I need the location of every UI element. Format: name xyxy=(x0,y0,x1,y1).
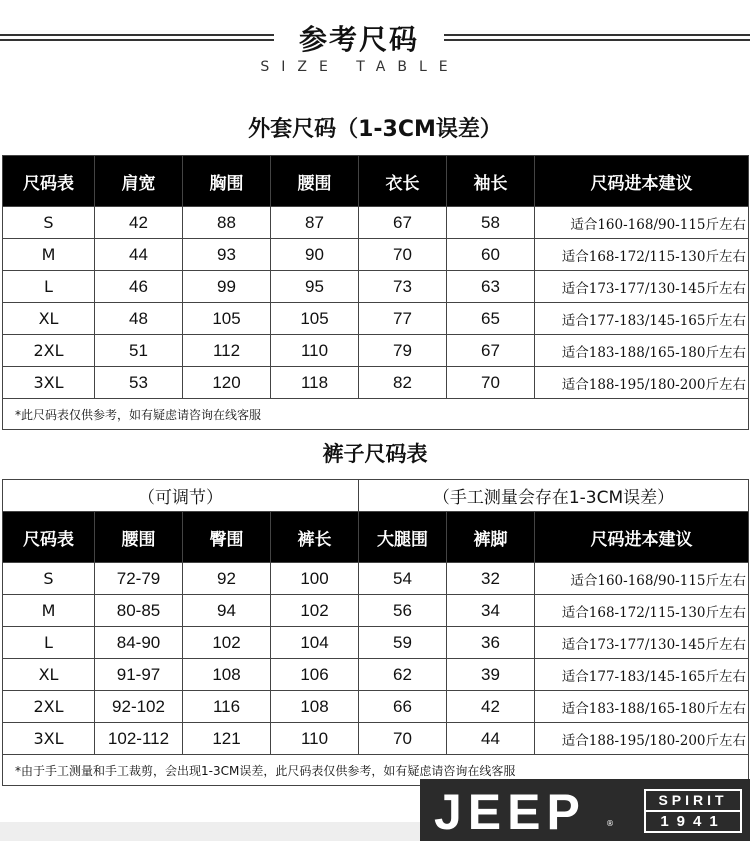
measurement-cell: 70 xyxy=(359,723,447,755)
jeep-spirit-logo xyxy=(420,779,750,841)
pants-group-row xyxy=(3,480,749,512)
jacket-size-table xyxy=(2,155,749,430)
page-subtitle: SIZE TABLE xyxy=(260,59,460,75)
measurement-cell: 42 xyxy=(95,207,183,239)
pants-note: *由于手工测量和手工裁剪，会出现1-3CM误差，此尺码表仅供参考，如有疑虑请咨询在线客服 xyxy=(3,755,749,786)
measurement-cell: 121 xyxy=(183,723,271,755)
measurement-cell: 93 xyxy=(183,239,271,271)
measurement-cell: 120 xyxy=(183,367,271,399)
measurement-cell: 44 xyxy=(447,723,535,755)
measurement-cell: 116 xyxy=(183,691,271,723)
measurement-cell: 105 xyxy=(271,303,359,335)
header-rule-left xyxy=(0,34,274,41)
header-rule-right xyxy=(444,34,750,41)
col-header-leg-opening: 裤脚 xyxy=(447,512,535,563)
measurement-cell: 94 xyxy=(183,595,271,627)
col-header-waist: 腰围 xyxy=(271,156,359,207)
col-header-recommendation: 尺码进本建议 xyxy=(535,512,749,563)
measurement-cell: 108 xyxy=(183,659,271,691)
jacket-size-row xyxy=(3,239,749,271)
size-cell: S xyxy=(3,207,95,239)
col-header-hip: 臀围 xyxy=(183,512,271,563)
jacket-note: *此尺码表仅供参考，如有疑虑请咨询在线客服 xyxy=(3,399,749,430)
logo-registered-mark: ® xyxy=(606,819,614,828)
measurement-cell: 91-97 xyxy=(95,659,183,691)
jacket-note-row xyxy=(3,399,749,430)
measurement-cell: 60 xyxy=(447,239,535,271)
measurement-cell: 84-90 xyxy=(95,627,183,659)
jacket-size-row xyxy=(3,303,749,335)
page-title: 参考尺码 xyxy=(298,23,419,56)
pants-size-row xyxy=(3,595,749,627)
measurement-cell: 48 xyxy=(95,303,183,335)
size-cell: 3XL xyxy=(3,367,95,399)
pants-size-table xyxy=(2,479,749,786)
measurement-cell: 118 xyxy=(271,367,359,399)
recommendation-cell: 适合173-177/130-145斤左右 xyxy=(535,271,749,303)
measurement-cell: 110 xyxy=(271,335,359,367)
recommendation-cell: 适合188-195/180-200斤左右 xyxy=(535,367,749,399)
measurement-cell: 90 xyxy=(271,239,359,271)
pants-header-row xyxy=(3,512,749,563)
size-cell: M xyxy=(3,595,95,627)
measurement-cell: 62 xyxy=(359,659,447,691)
jacket-size-row xyxy=(3,271,749,303)
pants-section-title: 裤子尺码表 xyxy=(322,442,428,466)
measurement-cell: 42 xyxy=(447,691,535,723)
measurement-cell: 66 xyxy=(359,691,447,723)
pants-size-row xyxy=(3,723,749,755)
pants-group-adjustable: （可调节） xyxy=(3,480,359,512)
measurement-cell: 67 xyxy=(359,207,447,239)
measurement-cell: 82 xyxy=(359,367,447,399)
col-header-size: 尺码表 xyxy=(3,512,95,563)
col-header-chest: 胸围 xyxy=(183,156,271,207)
col-header-shoulder: 肩宽 xyxy=(95,156,183,207)
recommendation-cell: 适合173-177/130-145斤左右 xyxy=(535,627,749,659)
col-header-recommendation: 尺码进本建议 xyxy=(535,156,749,207)
col-header-size: 尺码表 xyxy=(3,156,95,207)
logo-spirit-box xyxy=(644,789,742,833)
measurement-cell: 95 xyxy=(271,271,359,303)
recommendation-cell: 适合177-183/145-165斤左右 xyxy=(535,659,749,691)
size-cell: 3XL xyxy=(3,723,95,755)
measurement-cell: 102 xyxy=(183,627,271,659)
pants-size-row xyxy=(3,691,749,723)
recommendation-cell: 适合160-168/90-115斤左右 xyxy=(535,563,749,595)
measurement-cell: 54 xyxy=(359,563,447,595)
measurement-cell: 73 xyxy=(359,271,447,303)
recommendation-cell: 适合183-188/165-180斤左右 xyxy=(535,335,749,367)
measurement-cell: 70 xyxy=(359,239,447,271)
measurement-cell: 104 xyxy=(271,627,359,659)
logo-brand: JEEP xyxy=(434,784,586,840)
recommendation-cell: 适合183-188/165-180斤左右 xyxy=(535,691,749,723)
size-cell: XL xyxy=(3,659,95,691)
jacket-section-title: 外套尺码（1-3CM误差） xyxy=(248,117,502,142)
col-header-waist: 腰围 xyxy=(95,512,183,563)
recommendation-cell: 适合168-172/115-130斤左右 xyxy=(535,239,749,271)
measurement-cell: 70 xyxy=(447,367,535,399)
measurement-cell: 67 xyxy=(447,335,535,367)
measurement-cell: 59 xyxy=(359,627,447,659)
col-header-thigh: 大腿围 xyxy=(359,512,447,563)
measurement-cell: 77 xyxy=(359,303,447,335)
measurement-cell: 79 xyxy=(359,335,447,367)
col-header-sleeve: 袖长 xyxy=(447,156,535,207)
measurement-cell: 72-79 xyxy=(95,563,183,595)
col-header-pants-length: 裤长 xyxy=(271,512,359,563)
jacket-header-row xyxy=(3,156,749,207)
logo-spirit: SPIRIT xyxy=(658,792,728,808)
measurement-cell: 92-102 xyxy=(95,691,183,723)
measurement-cell: 63 xyxy=(447,271,535,303)
measurement-cell: 100 xyxy=(271,563,359,595)
logo-divider xyxy=(646,810,740,812)
bottom-strip xyxy=(0,822,420,841)
pants-size-row xyxy=(3,627,749,659)
measurement-cell: 92 xyxy=(183,563,271,595)
measurement-cell: 34 xyxy=(447,595,535,627)
measurement-cell: 32 xyxy=(447,563,535,595)
measurement-cell: 65 xyxy=(447,303,535,335)
measurement-cell: 87 xyxy=(271,207,359,239)
measurement-cell: 102 xyxy=(271,595,359,627)
measurement-cell: 88 xyxy=(183,207,271,239)
logo-year: 1941 xyxy=(660,813,726,830)
size-cell: XL xyxy=(3,303,95,335)
pants-size-row xyxy=(3,563,749,595)
measurement-cell: 53 xyxy=(95,367,183,399)
measurement-cell: 99 xyxy=(183,271,271,303)
measurement-cell: 58 xyxy=(447,207,535,239)
measurement-cell: 108 xyxy=(271,691,359,723)
measurement-cell: 56 xyxy=(359,595,447,627)
measurement-cell: 105 xyxy=(183,303,271,335)
size-cell: S xyxy=(3,563,95,595)
jacket-size-row xyxy=(3,207,749,239)
jacket-size-row xyxy=(3,367,749,399)
measurement-cell: 110 xyxy=(271,723,359,755)
size-cell: 2XL xyxy=(3,335,95,367)
measurement-cell: 36 xyxy=(447,627,535,659)
measurement-cell: 80-85 xyxy=(95,595,183,627)
measurement-cell: 44 xyxy=(95,239,183,271)
col-header-length: 衣长 xyxy=(359,156,447,207)
measurement-cell: 51 xyxy=(95,335,183,367)
recommendation-cell: 适合168-172/115-130斤左右 xyxy=(535,595,749,627)
measurement-cell: 102-112 xyxy=(95,723,183,755)
recommendation-cell: 适合188-195/180-200斤左右 xyxy=(535,723,749,755)
size-cell: M xyxy=(3,239,95,271)
jacket-size-row xyxy=(3,335,749,367)
measurement-cell: 39 xyxy=(447,659,535,691)
recommendation-cell: 适合177-183/145-165斤左右 xyxy=(535,303,749,335)
pants-size-row xyxy=(3,659,749,691)
recommendation-cell: 适合160-168/90-115斤左右 xyxy=(535,207,749,239)
measurement-cell: 112 xyxy=(183,335,271,367)
size-cell: 2XL xyxy=(3,691,95,723)
measurement-cell: 106 xyxy=(271,659,359,691)
pants-group-measure-note: （手工测量会存在1-3CM误差） xyxy=(359,480,749,512)
size-cell: L xyxy=(3,627,95,659)
measurement-cell: 46 xyxy=(95,271,183,303)
size-cell: L xyxy=(3,271,95,303)
page-header xyxy=(0,0,750,90)
